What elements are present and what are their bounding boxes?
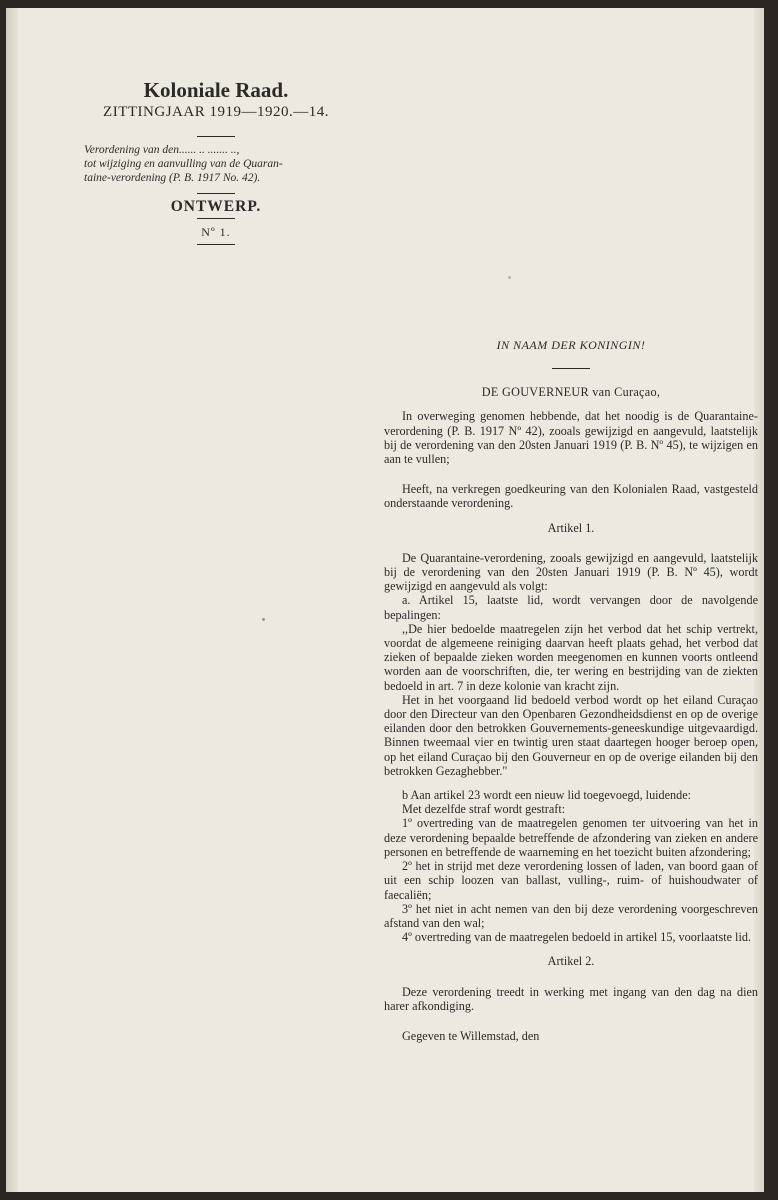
article-1-intro: De Quarantaine-verordening, zooals gewijzigd en aangevuld, laatstelijk bij de verordening van den 20sten Januari 1919 (P. B. Nº 45), wordt gewijzigd en aangevuld als volgt: xyxy=(384,550,758,594)
governor-heading: DE GOUVERNEUR van Curaçao, xyxy=(481,385,661,400)
article-1-part-b-item-4: 4º overtreding van de maatregelen bedoeld in artikel 15, voorlaatste lid. xyxy=(402,930,751,945)
article-1-part-b-item-3: 3º het niet in acht nemen van den bij deze verordening voorgeschreven afstand van den wal; xyxy=(384,901,758,930)
article-1-part-b-item-2: 2º het in strijd met deze verordening lossen of laden, van boord gaan of uit een schip loozen van ballast, vulling-, ruim- of huishoudwater of faecaliën; xyxy=(384,859,758,902)
header-rule xyxy=(197,244,235,245)
enacted-paragraph: Heeft, na verkregen goedkeuring van den Kolonialen Raad, vastgesteld onderstaande verordening. xyxy=(384,482,758,511)
council-title: Koloniale Raad. xyxy=(143,78,289,102)
page-binding-edge xyxy=(6,8,18,1192)
article-1-part-b-intro: Met dezelfde straf wordt gestraft: xyxy=(402,802,566,817)
in-name-of-queen: IN NAAM DER KONINGIN! xyxy=(496,338,646,352)
given-at-line: Gegeven te Willemstad, den xyxy=(402,1028,540,1043)
ordinance-body xyxy=(384,338,758,1043)
paper-speck xyxy=(262,618,265,621)
article-1-part-b: b Aan artikel 23 wordt een nieuw lid toegevoegd, luidende: xyxy=(402,788,692,803)
draft-number: Nº 1. xyxy=(201,225,231,239)
article-1-quote-2: Het in het voorgaand lid bedoeld verbod wordt op het eiland Curaçao door den Directeur van den Openbaren Gezondheidsdienst en op de overige eilanden door den betrokken Gouvernements-geneeskundige uitgevaardigd. Binnen tweemaal vier en twintig uren staat daartegen hooger beroep open, op het eiland Curaçao bij den Gouverneur en op de overige eilanden bij den betrokken Gezaghebber." xyxy=(384,692,758,778)
article-2-text: Deze verordening treedt in werking met ingang van den dag na dien harer afkondiging. xyxy=(384,984,758,1013)
session-year: ZITTINGJAAR 1919—1920.—14. xyxy=(103,104,329,120)
article-1-heading: Artikel 1. xyxy=(547,520,595,535)
ordinance-line: Verordening van den...... .. ....... .., xyxy=(84,144,240,156)
considering-paragraph: In overweging genomen hebbende, dat het noodig is de Quarantaine-verordening (P. B. 1917 Nº 42), zooals gewijzigd en aangevuld, laatstelijk bij de verordening van den 20sten Januari 1919 (P. B. Nº 45), te wijzigen en aan te vullen; xyxy=(384,409,758,467)
document-header xyxy=(66,78,366,245)
article-2-heading: Artikel 2. xyxy=(547,954,595,969)
draft-label: ONTWERP. xyxy=(170,198,262,215)
document-page xyxy=(6,8,764,1192)
article-1-part-a: a. Artikel 15, laatste lid, wordt vervangen door de navolgende bepalingen: xyxy=(384,593,758,622)
ordinance-line: tot wijziging en aanvulling van de Quaran- xyxy=(84,158,283,170)
ordinance-line: taine-verordening (P. B. 1917 No. 42). xyxy=(84,172,261,184)
article-1-quote-1: ,,De hier bedoelde maatregelen zijn het verbod dat het schip vertrekt, voordat de algemeene reiniging daarvan heeft plaats gehad, het verbod dat zieken of bepaalde zieken worden meegenomen en kunnen voorts ontleend worden aan de voorschriften, die, ter wering en bestrijding van de ziekten bedoeld in art. 7 in deze kolonie van kracht zijn. xyxy=(384,621,758,693)
article-1-part-b-item-1: 1º overtreding van de maatregelen genomen ter uitvoering van het in deze verordening bepaalde betreffende de afzondering van zieken en andere personen en betreffende de waarneming en het toezicht buiten afzondering; xyxy=(384,816,758,859)
ordinance-description xyxy=(66,143,366,185)
paper-speck xyxy=(508,276,511,279)
